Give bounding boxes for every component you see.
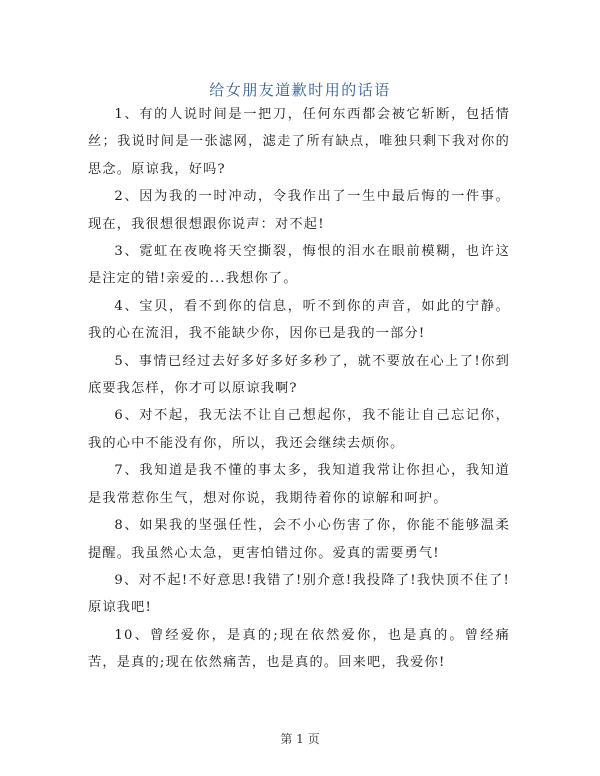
paragraph-5: 5、事情已经过去好多好多好多秒了，就不要放在心上了!你到底要我怎样，你才可以原谅我啊? [88, 353, 510, 397]
paragraph-8: 8、如果我的坚强任性，会不小心伤害了你，你能不能够温柔提醒。我虽然心太急，更害怕错过你。爱真的需要勇气! [88, 518, 510, 561]
document-title: 给女朋友道歉时用的话语 [209, 81, 391, 100]
paragraph-10: 10、曾经爱你，是真的;现在依然爱你，也是真的。曾经痛苦，是真的;现在依然痛苦，也是真的。回来吧，我爱你! [88, 627, 510, 671]
paragraph-2: 2、因为我的一时冲动，令我作出了一生中最后悔的一件事。现在，我很想很想跟你说声：对不起! [88, 189, 510, 232]
paragraph-4: 4、宝贝，看不到你的信息，听不到你的声音，如此的宁静。我的心在流泪，我不能缺少你，因你已是我的一部分! [88, 298, 510, 342]
paragraph-3: 3、霓虹在夜晚将天空撕裂，悔恨的泪水在眼前模糊，也许这是注定的错!亲爱的...我想你了。 [88, 244, 510, 287]
document-body [88, 101, 510, 677]
paragraph-6: 6、对不起，我无法不让自己想起你，我不能让自己忘记你，我的心中不能没有你，所以，我还会继续去烦你。 [88, 408, 510, 451]
page-number: 第 1 页 [280, 732, 320, 746]
paragraph-9: 9、对不起!不好意思!我错了!别介意!我投降了!我快顶不住了!原谅我吧! [88, 572, 510, 616]
paragraph-1: 1、有的人说时间是一把刀，任何东西都会被它斩断，包括情丝；我说时间是一张滤网，滤走了所有缺点，唯独只剩下我对你的思念。原谅我，好吗? [88, 107, 510, 177]
paragraph-7: 7、我知道是我不懂的事太多，我知道我常让你担心，我知道是我常惹你生气，想对你说，我期待着你的谅解和呵护。 [88, 463, 510, 506]
